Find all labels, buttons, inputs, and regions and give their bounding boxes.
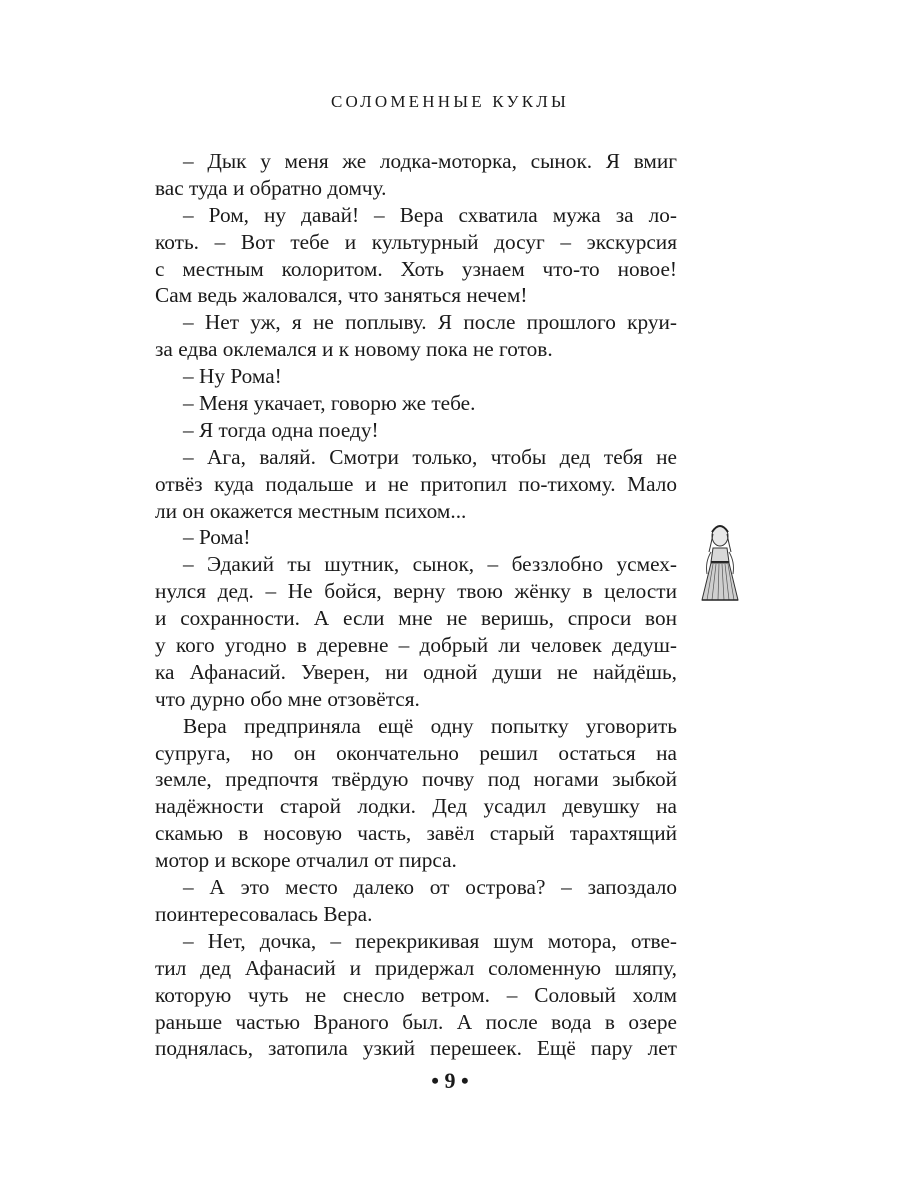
text-line: надёжности старой лодки. Дед усадил девушку на <box>155 794 677 819</box>
text-line: – Рома! <box>183 525 251 550</box>
running-header: СОЛОМЕННЫЕ КУКЛЫ <box>330 92 570 111</box>
text-line: – Ну Рома! <box>183 364 282 389</box>
text-line: – Ага, валяй. Смотри только, чтобы дед тебя не <box>183 444 677 469</box>
text-line: – Нет, дочка, – перекрикивая шум мотора, отве- <box>183 928 677 953</box>
text-line: земле, предпочтя твёрдую почву под ногами зыбкой <box>155 767 677 792</box>
text-line: мотор и вскоре отчалил от пирса. <box>155 848 457 873</box>
text-line: Сам ведь жаловался, что заняться нечем! <box>155 283 528 308</box>
text-line: у кого угодно в деревне – добрый ли человек дедуш- <box>155 633 677 658</box>
text-line: – Нет уж, я не поплыву. Я после прошлого круи- <box>183 310 677 335</box>
text-line: тил дед Афанасий и придержал соломенную шляпу, <box>155 955 677 980</box>
text-line: – Меня укачает, говорю же тебе. <box>183 391 476 416</box>
text-line: – Эдакий ты шутник, сынок, – беззлобно усмех- <box>183 552 677 577</box>
text-line: отвёз куда подальше и не притопил по-тихому. Мало <box>155 471 677 496</box>
text-line: за едва оклемался и к новому пока не готов. <box>155 337 553 362</box>
text-line: раньше частью Враного был. А после вода в озере <box>155 1009 677 1034</box>
text-line: и сохранности. А если мне не веришь, спроси вон <box>155 606 677 631</box>
straw-doll-icon <box>697 522 743 604</box>
text-line: которую чуть не снесло ветром. – Соловый холм <box>155 982 677 1007</box>
text-line: вас туда и обратно домчу. <box>155 175 387 200</box>
text-line: – А это место далеко от острова? – запоздало <box>183 875 677 900</box>
text-line: Вера предприняла ещё одну попытку уговорить <box>183 713 677 738</box>
text-line: что дурно обо мне отзовётся. <box>155 686 420 711</box>
page-body-text <box>155 148 677 1062</box>
text-line: нулся дед. – Не бойся, верну твою жёнку в целости <box>155 579 677 604</box>
text-line: – Я тогда одна поеду! <box>183 417 379 442</box>
text-line: с местным колоритом. Хоть узнаем что-то новое! <box>155 256 677 281</box>
text-line: поинтересовалась Вера. <box>155 901 373 926</box>
text-line: поднялась, затопила узкий перешеек. Ещё пару лет <box>155 1036 677 1061</box>
text-line: ка Афанасий. Уверен, ни одной души не найдёшь, <box>155 659 677 684</box>
text-line: ли он окажется местным психом... <box>155 498 467 523</box>
text-line: супруга, но он окончательно решил остаться на <box>155 740 677 765</box>
text-line: коть. – Вот тебе и культурный досуг – экскурсия <box>155 229 677 254</box>
text-line: – Дык у меня же лодка-моторка, сынок. Я вмиг <box>183 149 677 173</box>
text-line: – Ром, ну давай! – Вера схватила мужа за ло- <box>183 202 677 227</box>
page-number: • 9 • <box>431 1068 469 1093</box>
text-line: скамью в носовую часть, завёл старый тарахтящий <box>155 821 677 846</box>
